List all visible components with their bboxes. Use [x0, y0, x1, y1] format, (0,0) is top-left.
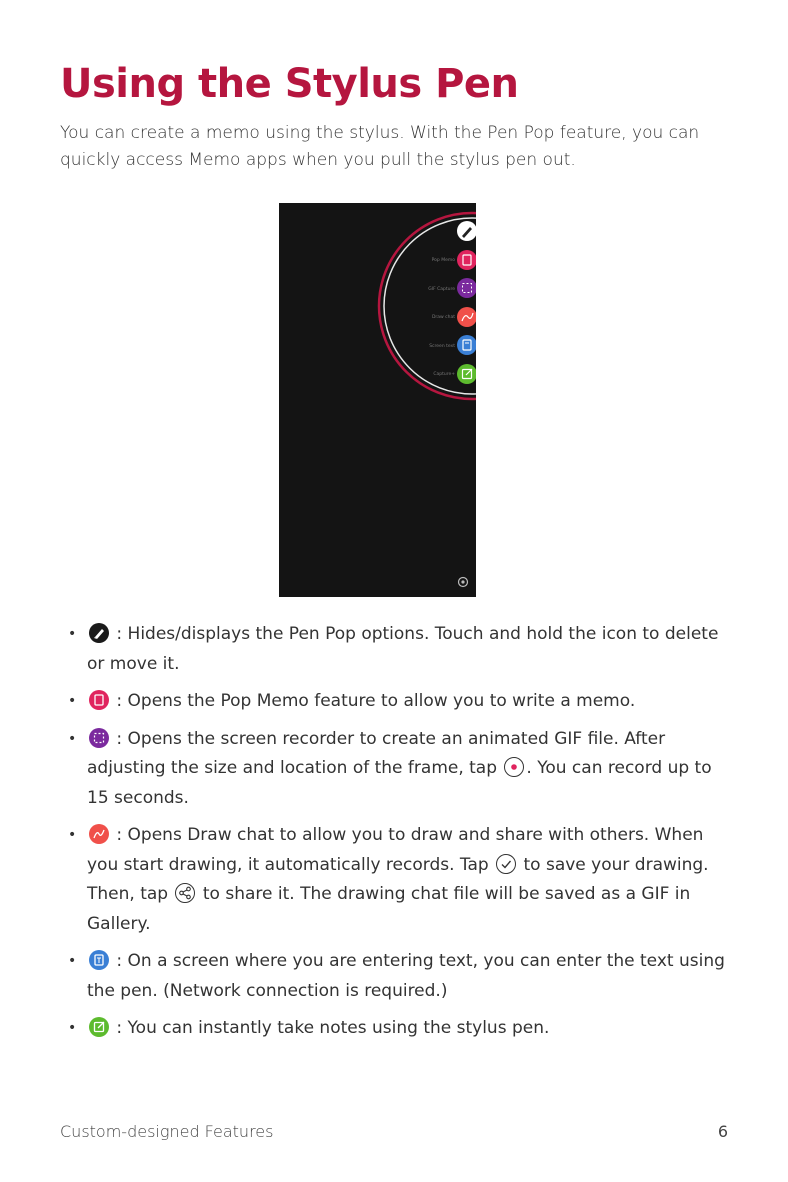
settings-icon — [459, 578, 468, 587]
menu-label-capture-plus: Capture+ — [433, 372, 455, 377]
gif-capture-icon — [457, 278, 476, 298]
list-item: • : Opens Draw chat to allow you to draw and share with others. When you start drawing, it automatically records. Tap to save your drawing. Then, tap to share it. The drawing chat file will be saved as a GIF in Gallery. — [68, 825, 709, 934]
draw-chat-icon — [457, 307, 476, 327]
screen-text-icon — [457, 335, 476, 355]
pen-pop-menu-illustration — [279, 203, 476, 597]
screen-text-icon — [89, 950, 109, 970]
check-icon — [496, 854, 516, 874]
list-item: • : On a screen where you are entering text, you can enter the text using the pen. (Network connection is required.) — [68, 951, 725, 1001]
menu-label-draw-chat: Draw chat — [431, 315, 455, 320]
gif-capture-icon — [89, 728, 109, 748]
list-item: • : Opens the screen recorder to create an animated GIF file. After adjusting the size and location of the frame, tap . You can record up to 15 seconds. — [68, 728, 712, 808]
page-title: Using the Stylus Pen — [60, 61, 519, 107]
pop-memo-icon — [457, 250, 476, 270]
footer-section-name: Custom-designed Features — [60, 1122, 274, 1141]
record-icon — [504, 757, 524, 777]
page-number: 6 — [717, 1122, 728, 1141]
draw-chat-icon — [89, 824, 109, 844]
intro-paragraph: You can create a memo using the stylus. With the Pen Pop feature, you can quickly access Memo apps when you pull the stylus pen out. — [60, 123, 700, 170]
menu-label-pop-memo: Pop Memo — [431, 258, 455, 263]
pen-pop-icon — [89, 623, 109, 643]
pen-pop-icon — [457, 221, 476, 241]
pop-memo-icon — [89, 690, 109, 710]
phone-screenshot — [279, 203, 476, 597]
capture-plus-icon — [89, 1017, 109, 1037]
list-item: • : Opens the Pop Memo feature to allow you to write a memo. — [68, 691, 636, 711]
share-icon — [175, 883, 195, 903]
list-item: • : Hides/displays the Pen Pop options. Touch and hold the icon to delete or move it. — [68, 624, 719, 674]
feature-list — [68, 620, 728, 1052]
list-item: • : You can instantly take notes using the stylus pen. — [68, 1018, 550, 1038]
capture-plus-icon — [457, 364, 476, 384]
menu-label-gif-capture: GIF Capture — [428, 287, 455, 292]
menu-label-screen-text: Screen text — [429, 344, 455, 349]
